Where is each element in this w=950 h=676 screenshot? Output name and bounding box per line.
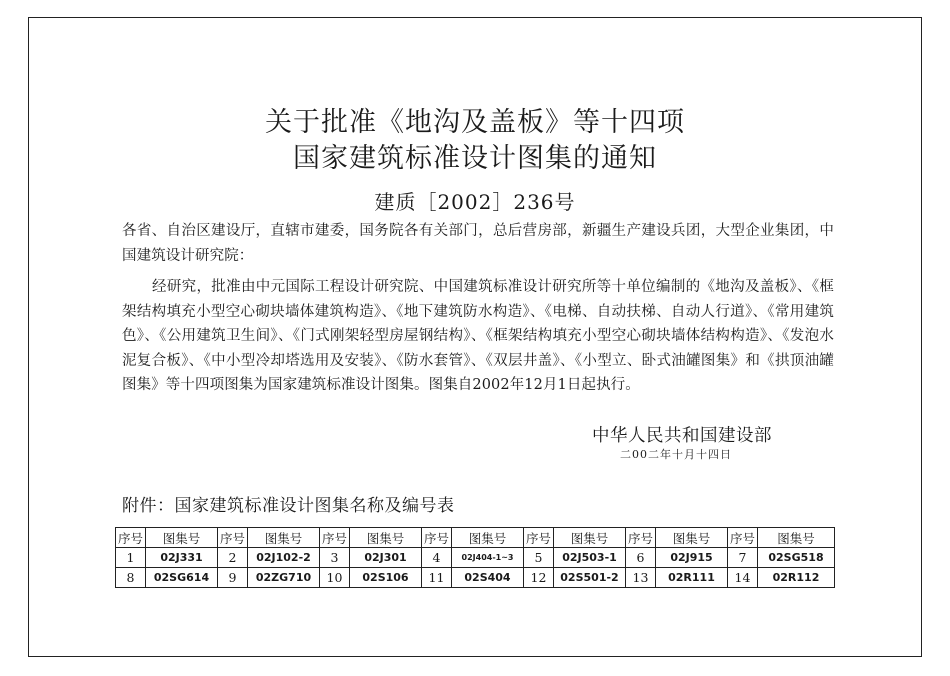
table-row — [116, 568, 835, 588]
table-cell-code: 02R112 — [758, 568, 835, 588]
table-cell-code: 02ZG710 — [248, 568, 320, 588]
table-cell-code: 02J503-1 — [554, 548, 626, 568]
body-paragraph: 经研究，批准由中元国际工程设计研究院、中国建筑标准设计研究所等十单位编制的《地沟及盖板》、《框架结构填充小型空心砌块墙体建筑构造》、《地下建筑防水构造》、《电梯、自动扶梯、自动人行道》、《常用建筑色》、《公用建筑卫生间》、《门式刚架轻型房屋钢结构》、《框架结构填充小型空心砌块墙体结构构造》、《发泡水泥复合板》、《中小型冷却塔选用及安装》、《防水套管》、《双层井盖》、《小型立、卧式油罐图集》和《拱顶油罐图集》等十四项图集为国家建筑标准设计图集。图集自2002年12月1日起执行。 — [122, 279, 834, 393]
table-cell-serial: 9 — [218, 568, 248, 588]
table-row — [116, 548, 835, 568]
header-cell: 序号 — [524, 528, 554, 548]
table-header-row — [116, 528, 835, 548]
table-cell-serial: 6 — [626, 548, 656, 568]
header-cell: 序号 — [320, 528, 350, 548]
table-cell-code: 02R111 — [656, 568, 728, 588]
table-cell-serial: 2 — [218, 548, 248, 568]
table-cell-code: 02SG518 — [758, 548, 835, 568]
header-cell: 序号 — [626, 528, 656, 548]
table-cell-serial: 5 — [524, 548, 554, 568]
table-cell-code: 02S501-2 — [554, 568, 626, 588]
table-cell-serial: 7 — [728, 548, 758, 568]
header-cell: 图集号 — [146, 528, 218, 548]
table-cell-serial: 11 — [422, 568, 452, 588]
atlas-code-table — [115, 527, 835, 588]
header-cell: 图集号 — [452, 528, 524, 548]
signature-date: 二00二年十月十四日 — [620, 448, 732, 461]
table-cell-code: 02SG614 — [146, 568, 218, 588]
header-cell: 序号 — [422, 528, 452, 548]
notice-title-line-2: 国家建筑标准设计图集的通知 — [293, 143, 657, 174]
table-cell-serial: 14 — [728, 568, 758, 588]
header-cell: 序号 — [728, 528, 758, 548]
table-cell-code: 02J301 — [350, 548, 422, 568]
header-cell: 图集号 — [758, 528, 835, 548]
header-cell: 图集号 — [656, 528, 728, 548]
header-cell: 序号 — [116, 528, 146, 548]
table-cell-serial: 13 — [626, 568, 656, 588]
notice-title-line-1: 关于批准《地沟及盖板》等十四项 — [265, 107, 685, 138]
table-cell-code: 02J404-1~3 — [452, 548, 524, 568]
table-cell-code: 02J102-2 — [248, 548, 320, 568]
table-cell-serial: 10 — [320, 568, 350, 588]
table-cell-code: 02J331 — [146, 548, 218, 568]
table-cell-serial: 1 — [116, 548, 146, 568]
table-cell-serial: 8 — [116, 568, 146, 588]
table-cell-serial: 3 — [320, 548, 350, 568]
table-cell-code: 02S404 — [452, 568, 524, 588]
table-cell-serial: 4 — [422, 548, 452, 568]
annex-title: 附件：国家建筑标准设计图集名称及编号表 — [122, 496, 455, 516]
header-cell: 序号 — [218, 528, 248, 548]
table-cell-code: 02S106 — [350, 568, 422, 588]
header-cell: 图集号 — [554, 528, 626, 548]
document-number: 建质［2002］236号 — [374, 190, 576, 214]
header-cell: 图集号 — [248, 528, 320, 548]
signature-organization: 中华人民共和国建设部 — [592, 426, 772, 446]
header-cell: 图集号 — [350, 528, 422, 548]
addressee-paragraph: 各省、自治区建设厅，直辖市建委，国务院各有关部门，总后营房部，新疆生产建设兵团，大型企业集团，中国建筑设计研究院： — [122, 223, 834, 264]
table-cell-code: 02J915 — [656, 548, 728, 568]
table-cell-serial: 12 — [524, 568, 554, 588]
